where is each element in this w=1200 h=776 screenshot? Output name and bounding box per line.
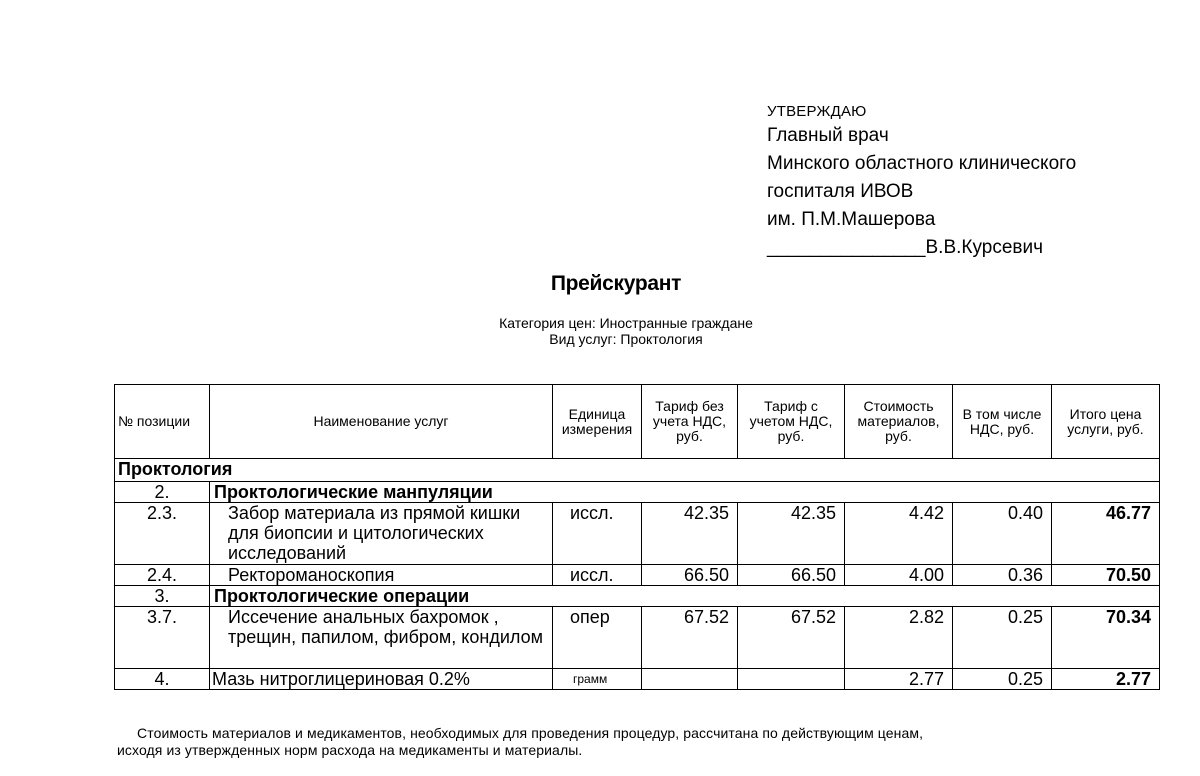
row-tariff-with-vat: 66.50 xyxy=(738,565,845,586)
approval-heading: УТВЕРЖДАЮ xyxy=(767,103,867,120)
row-tariff-without-vat xyxy=(642,669,738,690)
header-tariff-with-vat: Тариф с учетом НДС, руб. xyxy=(738,385,845,459)
row-tariff-with-vat: 42.35 xyxy=(738,503,845,565)
header-unit: Единица измерения xyxy=(553,385,642,459)
row-materials-cost: 4.00 xyxy=(845,565,953,586)
row-service-name: Мазь нитроглицериновая 0.2% xyxy=(210,669,553,690)
table-row xyxy=(115,565,1160,586)
row-service-name: Забор материала из прямой кишки для биопсии и цитологических исследований xyxy=(210,503,553,565)
table-row xyxy=(115,669,1160,690)
row-tariff-with-vat: 67.52 xyxy=(738,607,845,669)
row-tariff-without-vat: 42.35 xyxy=(642,503,738,565)
group-number: 2. xyxy=(115,482,210,503)
row-unit: иссл. xyxy=(553,503,642,565)
row-total-price: 46.77 xyxy=(1052,503,1160,565)
approval-signature-line: _______________В.В.Курсевич xyxy=(767,237,1044,258)
row-service-name: Иссечение анальных бахромок , трещин, папилом, фибром, кондилом xyxy=(210,607,553,669)
row-position: 4. xyxy=(115,669,210,690)
row-total-price: 2.77 xyxy=(1052,669,1160,690)
header-including-vat: В том числе НДС, руб. xyxy=(953,385,1052,459)
row-position: 2.4. xyxy=(115,565,210,586)
row-materials-cost: 2.77 xyxy=(845,669,953,690)
row-tariff-with-vat xyxy=(738,669,845,690)
row-tariff-without-vat: 66.50 xyxy=(642,565,738,586)
document-title: Прейскурант xyxy=(550,272,682,295)
row-materials-cost: 2.82 xyxy=(845,607,953,669)
approval-line: госпиталя ИВОВ xyxy=(767,181,914,202)
footnote-line: исходя из утвержденных норм расхода на медикаменты и материалы. xyxy=(117,742,583,758)
row-including-vat: 0.40 xyxy=(953,503,1052,565)
table-header-row xyxy=(115,385,1160,459)
service-type: Вид услуг: Проктология xyxy=(549,331,703,347)
section-row xyxy=(115,459,1160,482)
table-row xyxy=(115,503,1160,565)
group-number: 3. xyxy=(115,586,210,607)
approval-line: Минского областного клинического xyxy=(767,153,1077,174)
row-unit: иссл. xyxy=(553,565,642,586)
header-position: № позиции xyxy=(115,385,210,459)
approval-block xyxy=(767,102,1076,262)
header-service-name: Наименование услуг xyxy=(210,385,553,459)
price-category: Категория цен: Иностранные граждане xyxy=(499,315,753,331)
row-total-price: 70.50 xyxy=(1052,565,1160,586)
header-tariff-without-vat: Тариф без учета НДС, руб. xyxy=(642,385,738,459)
row-unit: опер xyxy=(553,607,642,669)
row-service-name: Ректороманоскопия xyxy=(210,565,553,586)
header-materials-cost: Стоимость материалов, руб. xyxy=(845,385,953,459)
price-table xyxy=(114,384,1160,690)
group-name: Проктологические операции xyxy=(210,586,1160,607)
row-position: 2.3. xyxy=(115,503,210,565)
group-name: Проктологические манпуляции xyxy=(210,482,1160,503)
row-including-vat: 0.36 xyxy=(953,565,1052,586)
row-including-vat: 0.25 xyxy=(953,669,1052,690)
row-position: 3.7. xyxy=(115,607,210,669)
row-including-vat: 0.25 xyxy=(953,607,1052,669)
footnote xyxy=(117,725,1117,759)
section-title: Проктология xyxy=(115,459,1160,482)
row-tariff-without-vat: 67.52 xyxy=(642,607,738,669)
row-total-price: 70.34 xyxy=(1052,607,1160,669)
row-materials-cost: 4.42 xyxy=(845,503,953,565)
approval-line: им. П.М.Машерова xyxy=(767,209,936,230)
footnote-line: Стоимость материалов и медикаментов, необходимых для проведения процедур, рассчитана по действующим ценам, xyxy=(137,725,924,741)
table-row xyxy=(115,607,1160,669)
header-total-price: Итого цена услуги, руб. xyxy=(1052,385,1160,459)
approval-line: Главный врач xyxy=(767,125,889,146)
group-row xyxy=(115,482,1160,503)
row-unit: грамм xyxy=(553,669,642,690)
group-row xyxy=(115,586,1160,607)
